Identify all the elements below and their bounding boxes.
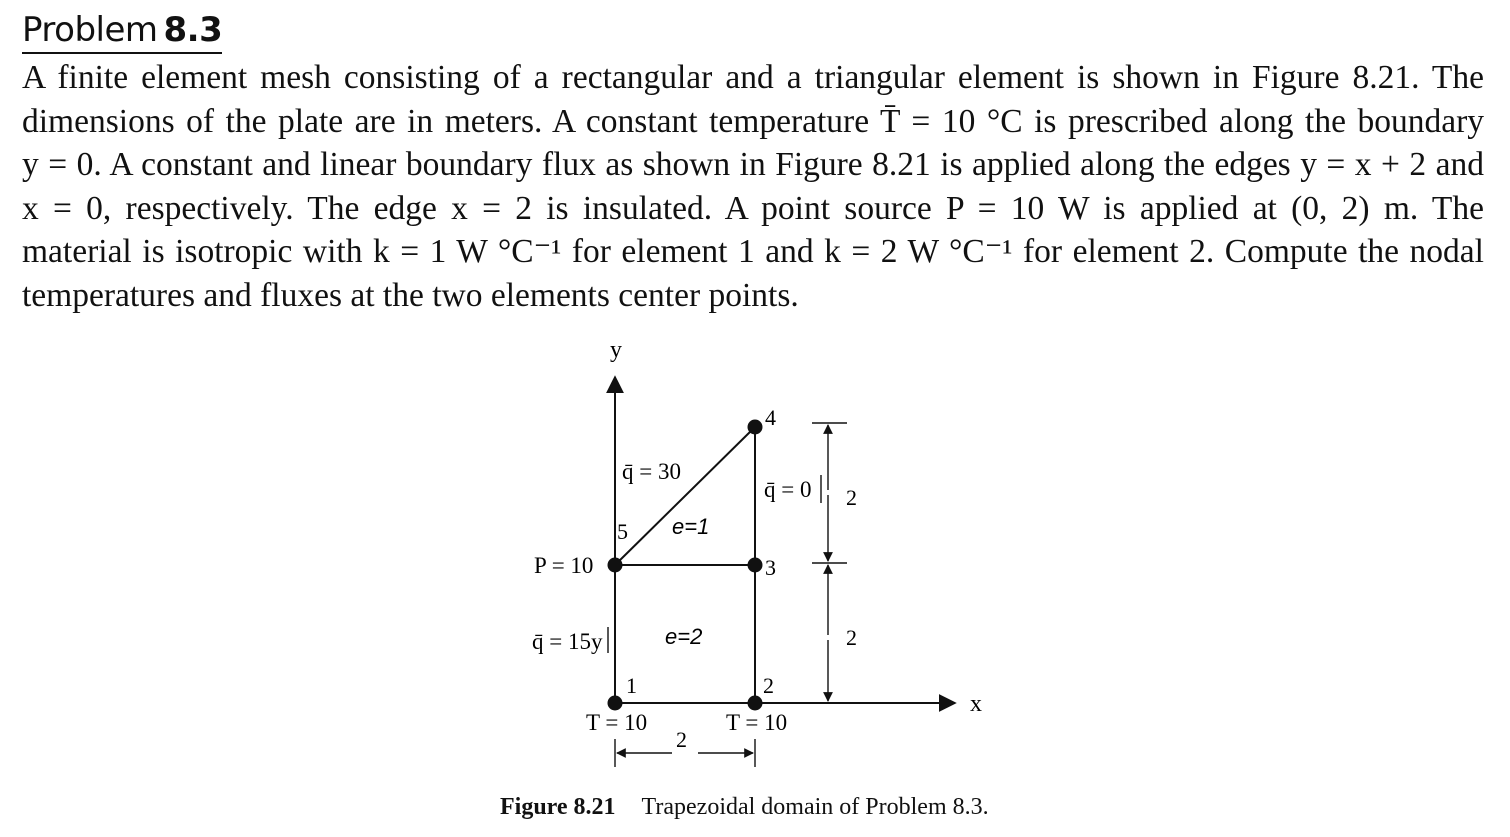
heading-prefix: Problem	[22, 10, 158, 50]
caption-label: Figure 8.21	[500, 794, 616, 820]
dim-right-lower-label: 2	[846, 625, 857, 650]
figure-caption	[500, 792, 989, 822]
node-5	[608, 558, 623, 573]
node-2	[748, 696, 763, 711]
y-axis-label: y	[610, 337, 622, 363]
caption-text: Trapezoidal domain of Problem 8.3.	[641, 794, 989, 820]
problem-line: x = 0, respectively. The edge x = 2 is insulated. A point source P = 10 W is applied at (0, 2) m. The	[22, 189, 1484, 227]
problem-heading	[22, 8, 222, 54]
figure-mesh	[500, 335, 1060, 835]
dim-bottom-label: 2	[676, 727, 687, 752]
node-label-2: 2	[763, 673, 774, 698]
element-label-1: e=1	[672, 514, 710, 539]
x-axis-label: x	[970, 691, 982, 717]
problem-line: y = 0. A constant and linear boundary flux as shown in Figure 8.21 is applied along the edges y = x + 2 and	[22, 146, 1484, 183]
node-label-4: 4	[765, 405, 776, 430]
edge-5-4	[615, 427, 755, 565]
problem-line: A finite element mesh consisting of a rectangular and a triangular element is shown in Figure 8.21. The	[22, 59, 1484, 96]
flux-top-label: q̄ = 30	[622, 459, 681, 484]
problem-line: material is isotropic with k = 1 W °C⁻¹ for element 1 and k = 2 W °C⁻¹ for element 2. Compute the nodal	[22, 233, 1484, 270]
problem-line: dimensions of the plate are in meters. A constant temperature T̄ = 10 °C is prescribed along the boundary	[22, 102, 1484, 140]
temperature-label-left: T = 10	[586, 710, 648, 735]
point-source-label: P = 10	[534, 553, 594, 578]
flux-right-label: q̄ = 0	[764, 477, 812, 502]
node-label-1: 1	[626, 673, 637, 698]
flux-left-label: q̄ = 15y	[532, 629, 603, 654]
element-label-2: e=2	[665, 624, 703, 649]
problem-line: temperatures and fluxes at the two elements center points.	[22, 276, 799, 314]
problem-statement	[22, 56, 1484, 317]
node-1	[608, 696, 623, 711]
dim-right-upper-label: 2	[846, 485, 857, 510]
node-3	[748, 558, 763, 573]
mesh-diagram	[500, 335, 1060, 795]
node-4	[748, 420, 763, 435]
node-label-5: 5	[617, 519, 628, 544]
temperature-label-right: T = 10	[726, 710, 788, 735]
node-label-3: 3	[765, 555, 776, 580]
heading-number: 8.3	[163, 10, 223, 50]
